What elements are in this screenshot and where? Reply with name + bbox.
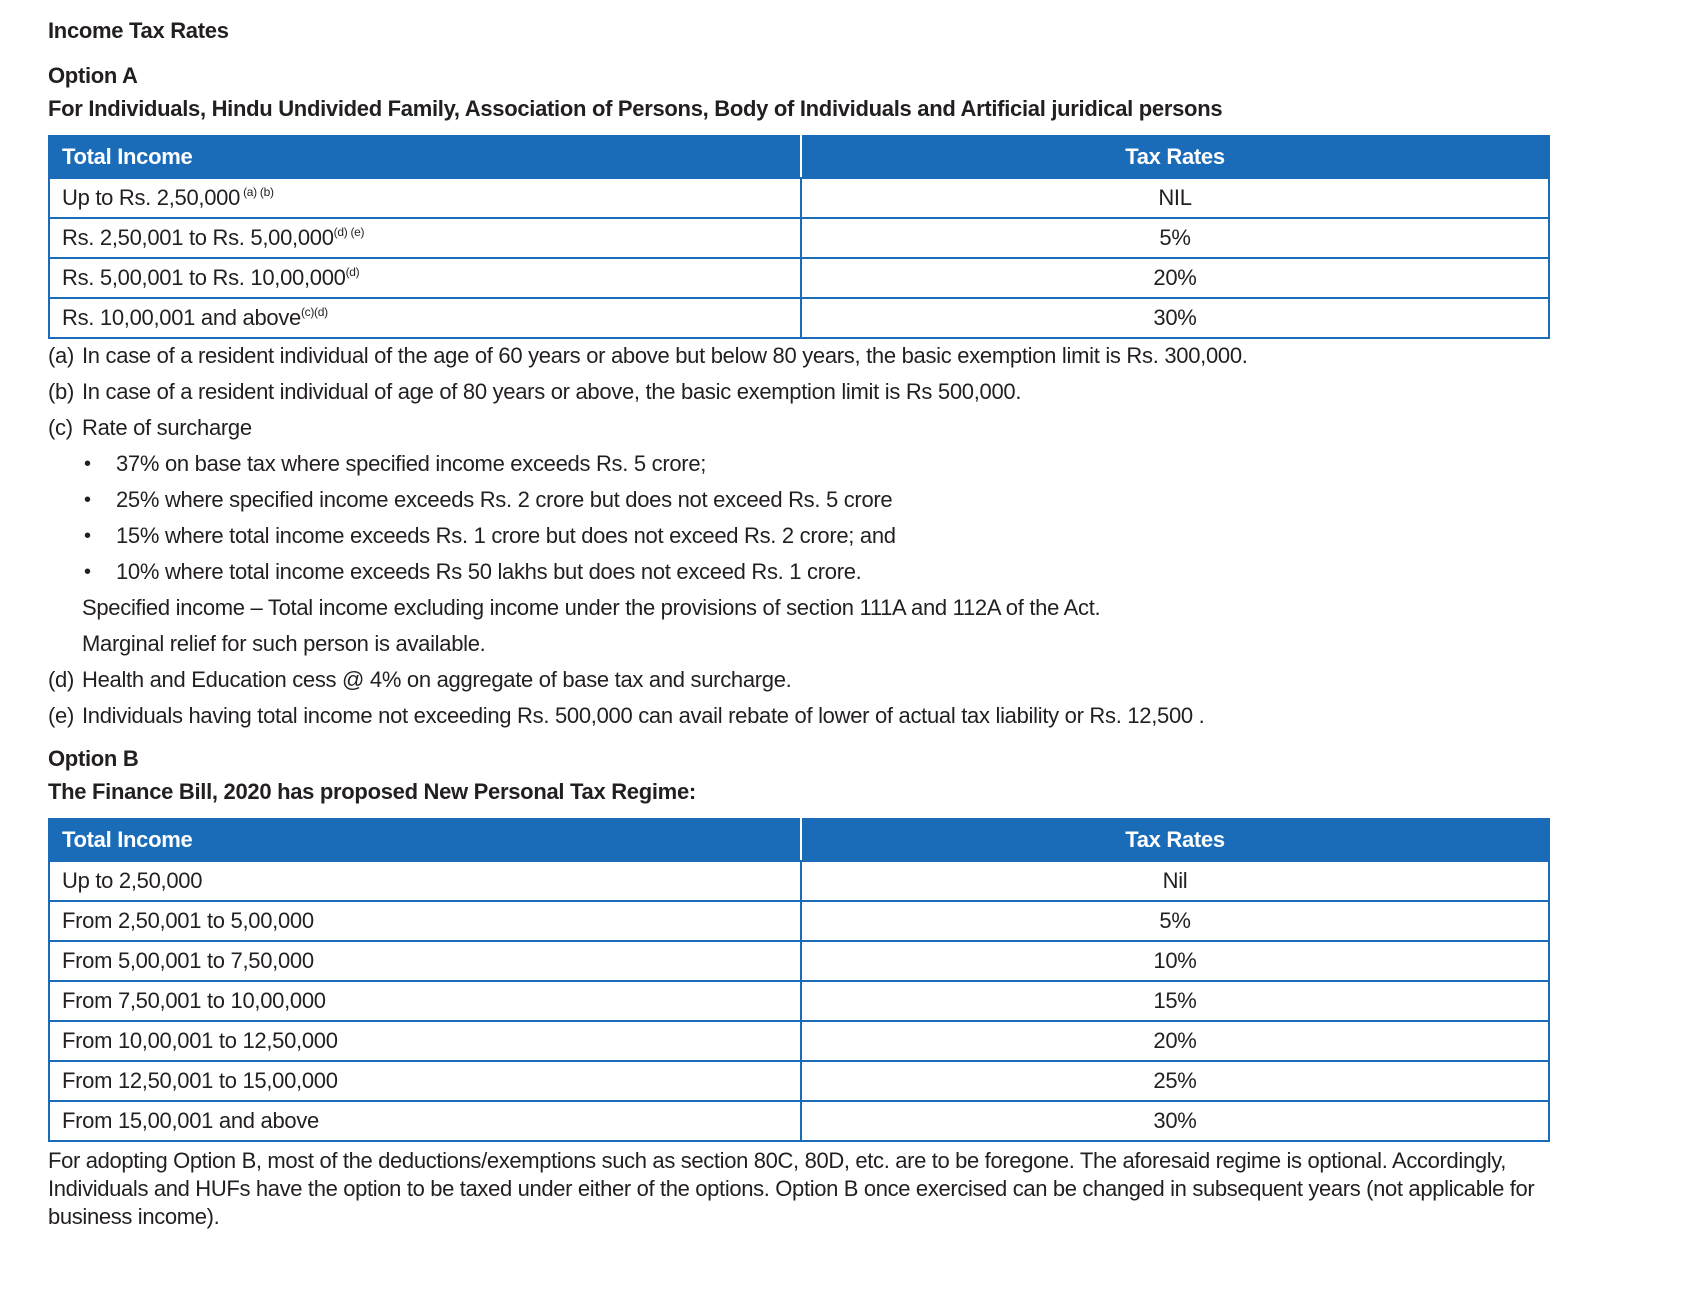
note-text: In case of a resident individual of age of 80 years or above, the basic exemption limit is Rs 500,000. <box>82 379 1022 404</box>
table-row <box>49 298 1549 338</box>
rate-cell: 30% <box>801 298 1549 338</box>
note-marker: (c) <box>48 415 73 440</box>
surcharge-bullet <box>48 518 1568 554</box>
surcharge-bullet <box>48 482 1568 518</box>
footnote-ref: (d) (e) <box>333 225 365 239</box>
rate-cell: 30% <box>801 1101 1549 1141</box>
note-marker: (e) <box>48 703 74 728</box>
note-text: Individuals having total income not exceeding Rs. 500,000 can avail rebate of lower of actual tax liability or Rs. 12,500 . <box>82 703 1205 728</box>
note-marker: (d) <box>48 667 74 692</box>
table-row <box>49 1021 1549 1061</box>
page-title: Income Tax Rates <box>48 18 229 43</box>
bullet-icon: • <box>84 453 91 475</box>
income-text: Up to Rs. 2,50,000 <box>62 185 241 210</box>
bullet-text: 10% where total income exceeds Rs 50 lakhs but does not exceed Rs. 1 crore. <box>116 559 862 584</box>
column-header-tax-rates: Tax Rates <box>801 819 1549 861</box>
table-header-row <box>49 136 1549 178</box>
income-cell: From 15,00,001 and above <box>49 1101 801 1141</box>
option-a-subheading: For Individuals, Hindu Undivided Family, Association of Persons, Body of Individuals and Artificial juridical persons <box>48 96 1223 121</box>
note-e <box>48 698 1568 734</box>
option-b-footnote: For adopting Option B, most of the deductions/exemptions such as section 80C, 80D, etc. are to be foregone. The aforesaid regime is optional. Accordingly, Individuals and HUFs have the option to be taxed under either of the options. Option B once exercised can be changed in subsequent years (not applicable for business income). <box>48 1148 1535 1229</box>
bullet-text: 15% where total income exceeds Rs. 1 crore but does not exceed Rs. 2 crore; and <box>116 523 896 548</box>
rate-cell: Nil <box>801 861 1549 901</box>
table-row <box>49 1101 1549 1141</box>
table-row <box>49 218 1549 258</box>
table-header-row <box>49 819 1549 861</box>
table-row <box>49 901 1549 941</box>
rate-cell: NIL <box>801 178 1549 218</box>
note-text: Health and Education cess @ 4% on aggregate of base tax and surcharge. <box>82 667 792 692</box>
rate-cell: 5% <box>801 901 1549 941</box>
option-a-heading: Option A <box>48 63 138 88</box>
rate-cell: 20% <box>801 258 1549 298</box>
marginal-relief-text: Marginal relief for such person is available. <box>82 631 486 656</box>
rate-cell: 5% <box>801 218 1549 258</box>
note-a <box>48 338 1568 374</box>
bullet-icon: • <box>84 561 91 583</box>
footnote-ref: (c)(d) <box>300 305 328 319</box>
note-marker: (a) <box>48 343 74 368</box>
surcharge-bullet <box>48 554 1568 590</box>
income-cell: From 5,00,001 to 7,50,000 <box>49 941 801 981</box>
footnote-ref: (d) <box>345 265 360 279</box>
column-header-tax-rates: Tax Rates <box>801 136 1549 178</box>
income-cell: Up to 2,50,000 <box>49 861 801 901</box>
column-header-total-income: Total Income <box>49 819 801 861</box>
table-row <box>49 258 1549 298</box>
income-text: Rs. 10,00,001 and above <box>62 305 301 330</box>
bullet-icon: • <box>84 525 91 547</box>
bullet-text: 37% on base tax where specified income exceeds Rs. 5 crore; <box>116 451 707 476</box>
surcharge-bullet <box>48 446 1568 482</box>
note-c <box>48 410 1568 446</box>
income-cell: From 12,50,001 to 15,00,000 <box>49 1061 801 1101</box>
rate-cell: 20% <box>801 1021 1549 1061</box>
note-d <box>48 662 1568 698</box>
income-cell: From 2,50,001 to 5,00,000 <box>49 901 801 941</box>
option-a-table <box>48 135 1550 339</box>
income-text: Rs. 2,50,001 to Rs. 5,00,000 <box>62 225 334 250</box>
note-text: Rate of surcharge <box>82 415 252 440</box>
note-b <box>48 374 1568 410</box>
income-cell <box>49 218 801 258</box>
table-row <box>49 178 1549 218</box>
option-b-table <box>48 818 1550 1142</box>
note-text: In case of a resident individual of the age of 60 years or above but below 80 years, the basic exemption limit is Rs. 300,000. <box>82 343 1248 368</box>
column-header-total-income: Total Income <box>49 136 801 178</box>
bullet-icon: • <box>84 489 91 511</box>
option-b-heading: Option B <box>48 746 139 771</box>
bullet-text: 25% where specified income exceeds Rs. 2 crore but does not exceed Rs. 5 crore <box>116 487 893 512</box>
income-cell: From 7,50,001 to 10,00,000 <box>49 981 801 1021</box>
rate-cell: 25% <box>801 1061 1549 1101</box>
table-row <box>49 981 1549 1021</box>
option-b-subheading: The Finance Bill, 2020 has proposed New Personal Tax Regime: <box>48 779 696 804</box>
income-cell <box>49 298 801 338</box>
footnote-ref: (a) (b) <box>240 185 274 199</box>
table-row <box>49 941 1549 981</box>
rate-cell: 10% <box>801 941 1549 981</box>
table-row <box>49 1061 1549 1101</box>
income-cell <box>49 258 801 298</box>
rate-cell: 15% <box>801 981 1549 1021</box>
income-cell <box>49 178 801 218</box>
option-a-notes <box>48 338 1568 734</box>
income-cell: From 10,00,001 to 12,50,000 <box>49 1021 801 1061</box>
table-row <box>49 861 1549 901</box>
income-text: Rs. 5,00,001 to Rs. 10,00,000 <box>62 265 346 290</box>
note-marker: (b) <box>48 379 74 404</box>
specified-income-text: Specified income – Total income excluding income under the provisions of section 111A and 112A of the Act. <box>82 595 1101 620</box>
